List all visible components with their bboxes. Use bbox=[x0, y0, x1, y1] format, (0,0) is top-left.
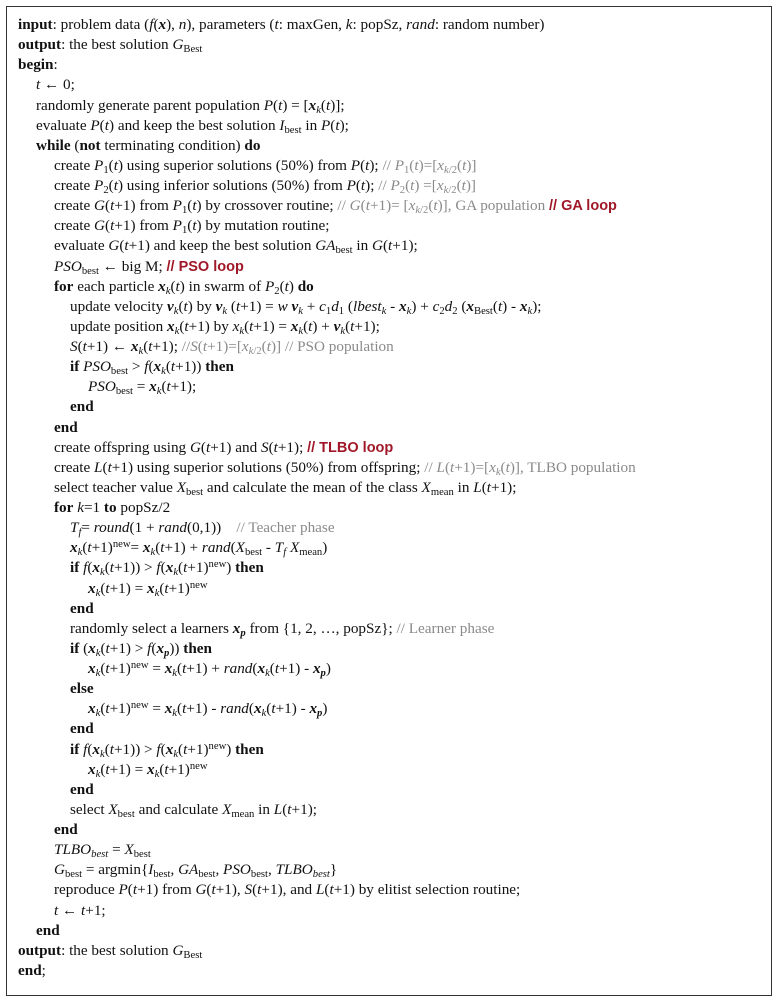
code-line: $T_f=$ round(1 + rand(0,1)) // Teacher phase bbox=[70, 519, 335, 539]
code-line: create G(t+1) from $P_1(t)$ by mutation routine; bbox=[54, 217, 330, 237]
code-line: for k=1 to popSz/2 bbox=[54, 499, 171, 516]
code-line: $PSO_{best}$ ← big M; // PSO loop bbox=[54, 257, 244, 277]
code-line: $G_{best} = argmin\{I_{best}$, $GA_{best}$, $PSO_{best}$, $TLBO_{best}$} bbox=[54, 861, 338, 881]
code-line: evaluate G(t+1) and keep the best solution $GA_{best}$ in G(t+1); bbox=[54, 237, 418, 257]
code-line: if $PSO_{best} > f(x_k(t+1))$ then bbox=[70, 358, 234, 378]
code-line: select teacher value $X_{best}$ and calculate the mean of the class $X_{mean}$ in L(t+1); bbox=[54, 478, 517, 498]
code-line: output: the best solution $G_{Best}$ bbox=[18, 36, 203, 56]
code-line: t ← 0; bbox=[36, 76, 75, 94]
code-line: evaluate P(t) and keep the best solution $I_{best}$ in P(t); bbox=[36, 116, 349, 136]
code-line: create $P_1(t)$ using superior solutions (50%) from P(t); // $P_1(t)=[x_{k/2}(t)]$ bbox=[54, 156, 477, 176]
code-line: select $X_{best}$ and calculate $X_{mean}$ in L(t+1); bbox=[70, 800, 317, 820]
code-line: else bbox=[70, 680, 94, 698]
code-line: end bbox=[54, 821, 78, 838]
code-line: create L(t+1) using superior solutions (50%) from offspring; // $L(t+1)=[x_k(t)]$, TLBO population bbox=[54, 458, 636, 478]
code-line: $PSO_{best} = x_k(t+1)$; bbox=[88, 378, 197, 398]
code-line: create $P_2(t)$ using inferior solutions (50%) from P(t); // $P_2(t) =[x_{k/2}(t)]$ bbox=[54, 177, 476, 196]
code-line: begin: bbox=[18, 56, 58, 74]
code-line: for each particle $x_k(t)$ in swarm of $P_2(t)$ do bbox=[54, 277, 314, 297]
code-line: create G(t+1) from $P_1(t)$ by crossover routine; // $G(t+1)= [x_{k/2}(t)]$, GA population // GA loop bbox=[54, 197, 617, 217]
code-line: end bbox=[70, 599, 94, 617]
code-line: end bbox=[70, 780, 94, 798]
code-line: input: problem data (f(x), n), parameters (t: maxGen, k: popSz, rand: random number) bbox=[18, 16, 545, 33]
code-line: randomly select a learners $x_p$ from {1, 2, …, popSz}; // Learner phase bbox=[70, 619, 495, 639]
code-line: if $(x_k(t+1) > f(x_p))$ then bbox=[70, 639, 212, 659]
code-line: $TLBO_{best} = X_{best}$ bbox=[54, 841, 151, 861]
code-line: if $f(x_k(t+1)) > f(x_k(t+1)^{new})$ then bbox=[70, 559, 264, 579]
code-line: t ← t+1; bbox=[54, 901, 106, 919]
code-line: S(t+1) ← $x_k(t+1)$; $//S(t+1)=[x_{k/2}(t)]$ // PSO population bbox=[70, 338, 394, 357]
code-line: if $f(x_k(t+1)) > f(x_k(t+1)^{new})$ then bbox=[70, 740, 264, 760]
code-line: $x_k(t+1)^{new} = x_k(t+1)$ - $rand(x_k(t+1) - x_p)$ bbox=[88, 700, 328, 720]
code-line: create offspring using G(t+1) and S(t+1); // TLBO loop bbox=[54, 438, 394, 456]
code-line: randomly generate parent population $P(t) = [x_k(t)]$; bbox=[36, 96, 345, 116]
code-line: $x_k(t+1) = x_k(t+1)^{new}$ bbox=[88, 579, 208, 599]
code-line: update position $x_k(t+1)$ by $x_k(t+1) = x_k(t) + v_k(t+1)$; bbox=[70, 317, 380, 337]
code-line: update velocity $v_k(t)$ by $v_k$ (t+1) = w $v_k + c_1d_1$ (lbest$_k$ - $x_k) + c_2d_2$ $(x_{Best}(t) - x_k)$; bbox=[70, 297, 542, 317]
code-line: end; bbox=[18, 961, 46, 979]
code-line: $x_k(t+1)^{new}= x_k(t+1)$ + $rand(X_{best} - T_f$ $X_{mean}$) bbox=[70, 539, 328, 559]
code-line: while (not terminating condition) do bbox=[36, 136, 261, 154]
code-line: $x_k(t+1) = x_k(t+1)^{new}$ bbox=[88, 760, 208, 780]
code-line: end bbox=[54, 418, 78, 436]
code-line: end bbox=[36, 921, 60, 939]
algorithm-listing bbox=[18, 15, 763, 981]
code-line: end bbox=[70, 398, 94, 416]
code-line: reproduce P(t+1) from G(t+1), S(t+1), and L(t+1) by elitist selection routine; bbox=[54, 881, 521, 899]
code-line: $x_k(t+1)^{new} = x_k(t+1)$ + $rand(x_k(t+1) - x_p)$ bbox=[88, 660, 331, 679]
code-line: output: the best solution $G_{Best}$ bbox=[18, 941, 203, 961]
code-line: end bbox=[70, 720, 94, 738]
